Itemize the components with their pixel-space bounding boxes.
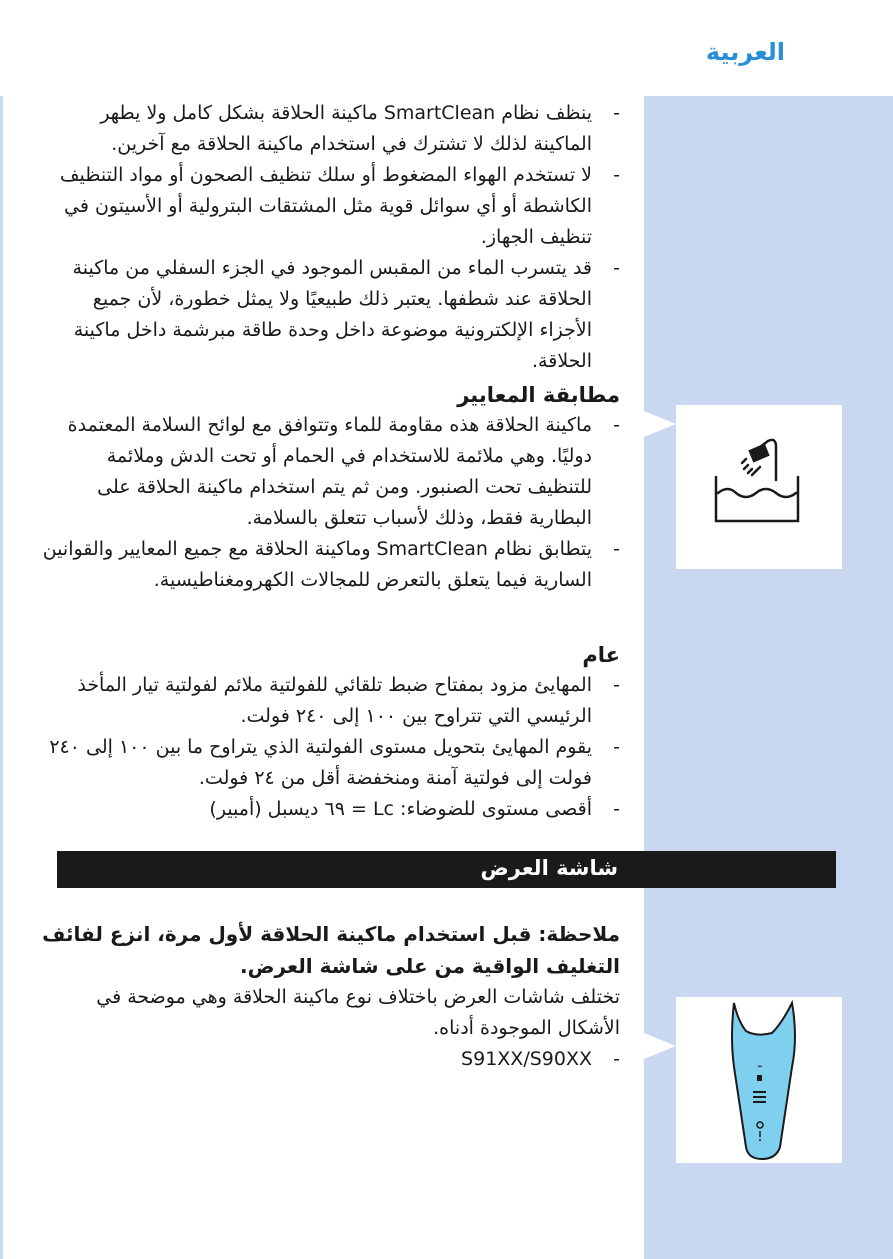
note-text: ملاحظة: قبل استخدام ماكينة الحلاقة لأول مرة، انزع لفائف التغليف الواقية من على شاشة العرض. [42,922,620,978]
bullet-dash: - [613,798,620,820]
list-item [40,1044,620,1075]
bullet-dash: - [613,1048,620,1070]
list-item: - يتطابق نظام SmartClean وماكينة الحلاقة مع جميع المعايير والقوانين السارية فيما يتعلق بالتعرض للمجالات الكهرومغناطيسية. [40,534,620,596]
language-label: العربية [705,38,785,66]
figure-pointer [644,411,676,437]
svg-text:⌁: ⌁ [757,1062,763,1072]
bullet-dash: - [613,538,620,560]
display-section [40,918,620,1075]
section-heading: مطابقة المعايير [457,383,620,407]
list-item: - لا تستخدم الهواء المضغوط أو سلك تنظيف الصحون أو مواد التنظيف الكاشطة أو أي سوائل قوية مثل المشتقات البترولية أو الأسيتون في تنظيف الجهاز. [40,160,620,253]
section-bar [57,851,836,888]
list-item: - أقصى مستوى للضوضاء: Lc = ٦٩ ديسبل (أمبير) [40,794,620,825]
section-bar-title: شاشة العرض [480,856,618,880]
list-item: - ينظف نظام SmartClean ماكينة الحلاقة بشكل كامل ولا يطهر الماكينة لذلك لا تشترك في استخدام ماكينة الحلاقة مع آخرين. [40,98,620,160]
water-figure [676,405,842,569]
section-heading: عام [582,643,620,667]
bullet-dash: - [613,674,620,696]
list-item: - قد يتسرب الماء من المقبس الموجود في الجزء السفلي من ماكينة الحلاقة عند شطفها. يعتبر ذلك طبيعيًا ولا يمثل خطورة، لأن جميع الأجزاء الإلكترونية موضوعة داخل وحدة طاقة مبرشمة داخل ماكينة الحلاقة. [40,253,620,377]
intro-section [40,98,620,377]
bullet-dash: - [613,164,620,186]
list-item: - يقوم المهايئ بتحويل مستوى الفولتية الذي يتراوح ما بين ١٠٠ إلى ٢٤٠ فولت إلى فولتية آمنة ومنخفضة أقل من ٢٤ فولت. [40,732,620,794]
bullet-dash: - [613,414,620,436]
bullet-dash: - [613,736,620,758]
bullet-dash: - [613,257,620,279]
list-item: - المهايئ مزود بمفتاح ضبط تلقائي للفولتية ملائم لفولتية تيار المأخذ الرئيسي التي تتراوح بين ١٠٠ إلى ٢٤٠ فولت. [40,670,620,732]
general-section [40,640,620,825]
figure-pointer [644,1033,676,1059]
compliance-section [40,380,620,596]
list-item: - ماكينة الحلاقة هذه مقاومة للماء وتتوافق مع لوائح السلامة المعتمدة دوليًا. وهي ملائمة للاستخدام في الحمام أو تحت الدش وملائمة للتنظيف تحت الصنبور. ومن ثم يتم استخدام ماكينة الحلاقة على البطارية فقط، وذلك لأسباب تتعلق بالسلامة. [40,410,620,534]
shower-water-icon [676,405,842,569]
shaver-display-icon [676,997,842,1163]
shaver-figure [676,997,842,1163]
bullet-dash: - [613,102,620,124]
display-paragraph: تختلف شاشات العرض باختلاف نوع ماكينة الحلاقة وهي موضحة في الأشكال الموجودة أدناه. [96,986,620,1039]
left-margin-rule [0,96,3,1259]
model-number: S91XX/S90XX [461,1048,592,1070]
